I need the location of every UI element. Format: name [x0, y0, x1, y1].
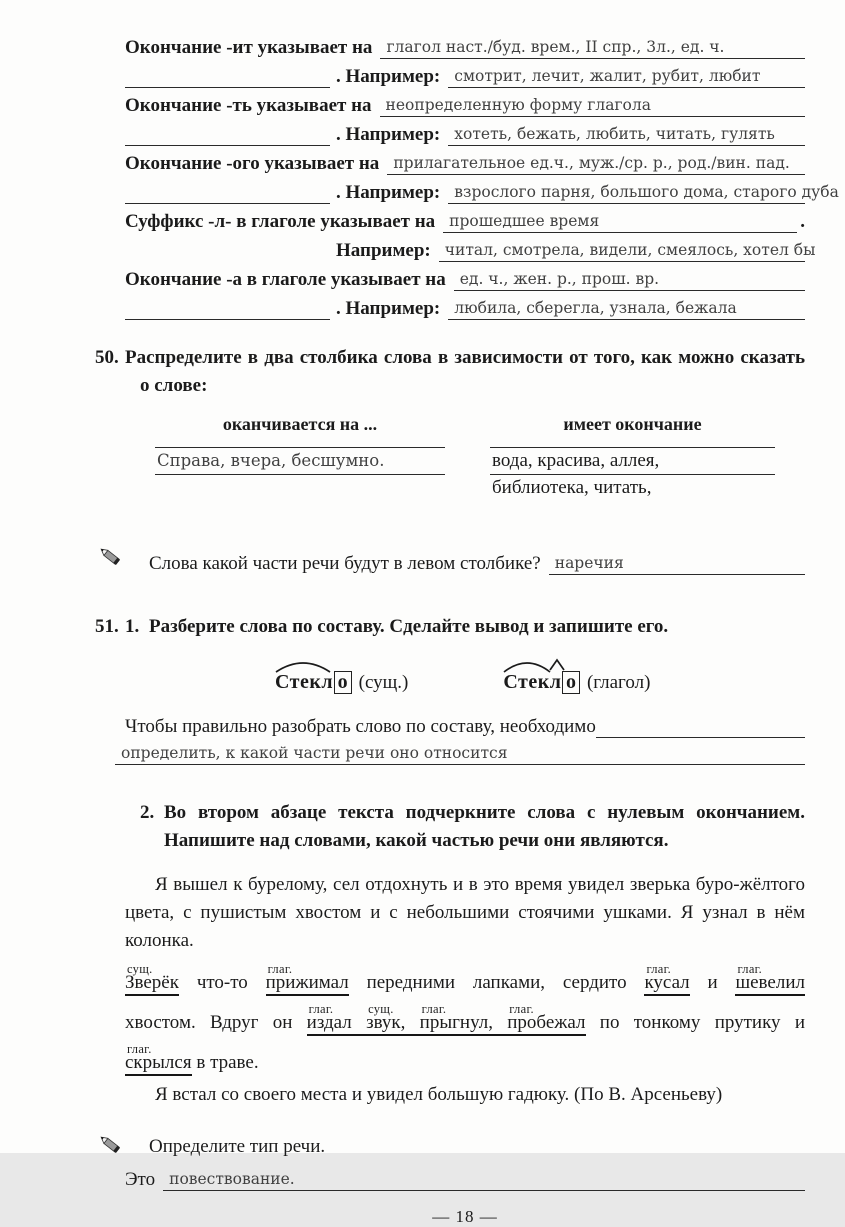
example-label: . Например:: [336, 124, 441, 146]
answer-prefix: Это: [125, 1169, 156, 1190]
task-51-2-line1: Во втором абзаце текста подчеркните слова с нулевым окончанием.: [164, 802, 805, 823]
handwritten-answer: читал, смотрела, видели, смеялось, хотел бы: [444, 241, 816, 259]
question-text: Определите тип речи.: [149, 1136, 326, 1158]
ending-box: о: [334, 671, 352, 694]
conclusion-label: Чтобы правильно разобрать слово по составу, необходимо: [125, 716, 596, 737]
right-column: [490, 447, 775, 501]
fill-in-row: [125, 30, 805, 59]
pencil-icon: [97, 545, 127, 577]
left-column: [155, 447, 445, 501]
underlined-word: [735, 962, 805, 996]
fill-in-row: [125, 175, 839, 204]
right-column-cell: библиотека, читать,: [492, 477, 652, 498]
underlined-word: [265, 962, 349, 996]
pos-annotation: глаг.: [646, 962, 672, 976]
word-diagram-verb: [503, 671, 650, 694]
fill-in-section: [125, 30, 839, 320]
word: шевелил: [735, 972, 805, 993]
handwritten-answer: неопределенную форму глагола: [385, 96, 651, 114]
two-columns: [155, 447, 805, 501]
right-column-cell: вода, красива, аллея,: [492, 450, 660, 471]
text-fragment: передними лапками, сердито: [348, 972, 645, 993]
trailing-period: .: [800, 211, 805, 232]
text-fragment: в траве.: [191, 1052, 259, 1073]
ending-box: о: [562, 671, 580, 694]
task-51-2-line2: Напишите над словами, какой частью речи они являются.: [164, 830, 669, 851]
task-51-heading: [95, 613, 805, 641]
example-label: Например:: [336, 240, 431, 262]
answer-blank: [454, 270, 805, 291]
annotated-paragraph: [125, 955, 805, 1075]
answer-blank: [380, 96, 805, 117]
handwritten-answer: хотеть, бежать, любить, читать, гулять: [454, 125, 775, 143]
word-stem: Стекл: [503, 671, 562, 693]
handwritten-answer: прилагательное ед.ч., муж./ср. р., род./вин. пад.: [393, 154, 790, 172]
rule-label: Окончание -ть указывает на: [125, 95, 372, 117]
pos-annotation: сущ.: [127, 962, 153, 976]
pos-annotation: сущ.: [368, 1002, 394, 1016]
rule-label: Окончание -ого указывает на: [125, 153, 380, 175]
text-fragment: что-то: [178, 972, 266, 993]
part-of-speech-label: (глагол): [586, 672, 651, 693]
example-label: . Например:: [336, 182, 441, 204]
answer-blank: [439, 241, 816, 262]
rule-label: Окончание -а в глаголе указывает на: [125, 269, 446, 291]
answer-blank: [387, 154, 805, 175]
handwritten-answer: глагол наст./буд. врем., II спр., 3л., ед. ч.: [386, 38, 725, 56]
right-column-header: имеет окончание: [563, 414, 702, 434]
text-line: колонка.: [125, 930, 194, 951]
example-label: . Например:: [336, 298, 441, 320]
pencil-icon: [97, 1133, 127, 1165]
root-arc: [273, 660, 333, 673]
left-column-cell: [155, 448, 445, 474]
page-number: — 18 —: [432, 1206, 498, 1226]
type-answer-row: [125, 1169, 805, 1191]
underlined-word: [507, 1002, 586, 1033]
underlined-word: [419, 1002, 493, 1033]
pencil-question-row: [97, 543, 805, 575]
suffix-caret: [549, 659, 565, 671]
question-text: Слова какой части речи будут в левом столбике?: [149, 553, 541, 575]
fill-in-row: [125, 117, 805, 146]
answer-blank: [596, 737, 805, 738]
underlined-word: [306, 1002, 352, 1033]
rule-label: Окончание -ит указывает на: [125, 37, 373, 59]
empty-blank: [125, 290, 330, 320]
text-fragment: хвостом. Вдруг он: [125, 1012, 307, 1033]
fill-in-row: [125, 146, 805, 175]
empty-blank: [125, 116, 330, 146]
left-column-header: оканчивается на ...: [222, 414, 378, 434]
task-51-2-heading: [140, 799, 805, 855]
pos-annotation: глаг.: [421, 1002, 447, 1016]
answer-blank: [380, 38, 805, 59]
text-paragraph-3: Я встал со своего места и увидел большую гадюку. (По В. Арсеньеву): [155, 1084, 723, 1105]
fill-in-row: [125, 233, 816, 262]
handwritten-answer: ед. ч., жен. р., прош. вр.: [459, 270, 660, 288]
word: прыгнул,: [419, 1012, 493, 1033]
spacer: [125, 233, 330, 262]
word: пробежал: [507, 1012, 586, 1033]
text-fragment: по тонкому прутику и: [585, 1012, 806, 1033]
word: звук,: [366, 1012, 406, 1033]
handwritten-answer: повествование.: [169, 1169, 295, 1188]
empty-blank: [125, 58, 330, 88]
handwritten-answer: взрослого парня, большого дома, старого дуба: [454, 183, 839, 201]
text-fragment: и: [689, 972, 736, 993]
pos-annotation: глаг.: [267, 962, 293, 976]
conclusion-row: [125, 708, 805, 738]
task-51-line: Разберите слова по составу. Сделайте вывод и запишите его.: [149, 616, 669, 637]
task-51: [95, 613, 805, 765]
rule-label: Суффикс -л- в глаголе указывает на: [125, 211, 436, 233]
task-50: [95, 344, 805, 501]
task-50-line2: о слове:: [140, 375, 208, 396]
text-line: Я вышел к бурелому, сел отдохнуть и в это время увидел зверька буро-жёлтого: [155, 874, 805, 895]
handwritten-answer: определить, к какой части речи оно относится: [121, 744, 508, 762]
handwritten-answer: любила, сберегла, узнала, бежала: [454, 299, 737, 317]
word-stem: Стекл: [275, 671, 334, 693]
answer-blank: [448, 299, 805, 320]
task-50-heading: [95, 344, 805, 400]
fill-in-row: [125, 59, 805, 88]
pos-annotation: глаг.: [509, 1002, 534, 1016]
fill-in-row: [125, 204, 805, 233]
subtask-number: 2.: [140, 802, 155, 823]
pencil-question-row: [97, 1131, 805, 1163]
underlined-word: [125, 1042, 192, 1076]
answer-blank: [163, 1170, 805, 1191]
root-arc: [501, 660, 553, 673]
answer-blank: [448, 183, 839, 204]
fill-in-row: [125, 291, 805, 320]
word: Зверёк: [125, 972, 179, 993]
conclusion-answer-line: [115, 738, 805, 765]
word: скрылся: [125, 1052, 192, 1073]
text-paragraph-1: [125, 871, 805, 955]
handwritten-answer: прошедшее время: [449, 212, 600, 230]
word: издал: [306, 1012, 352, 1033]
annotated-line: [125, 995, 805, 1035]
fill-in-row: [125, 262, 805, 291]
answer-blank: [549, 554, 805, 575]
column-headers: [155, 414, 805, 435]
underlined-group: [306, 1002, 586, 1036]
word: кусал: [644, 972, 690, 993]
subtask-number: 1.: [125, 616, 140, 637]
space: [352, 1012, 366, 1033]
task-50-line1: Распределите в два столбика слова в зависимости от того, как можно сказать: [125, 347, 805, 368]
ruled-line: [155, 474, 445, 475]
empty-blank: [125, 174, 330, 204]
word-diagrams: [275, 671, 805, 694]
pos-annotation: глаг.: [737, 962, 763, 976]
handwritten-answer: наречия: [554, 554, 624, 572]
pos-annotation: глаг.: [308, 1002, 334, 1016]
handwritten-answer: смотрит, лечит, жалит, рубит, любит: [454, 67, 761, 85]
annotated-line: [125, 1035, 805, 1075]
parsed-word: [503, 671, 580, 694]
word: прижимал: [265, 972, 349, 993]
space: [493, 1012, 507, 1033]
handwritten-answer: Справа, вчера, бесшумно.: [157, 450, 385, 470]
task-51-2: [125, 799, 805, 1109]
task-number: 51.: [95, 616, 119, 637]
parsed-word: [275, 671, 352, 694]
underlined-word: [366, 1002, 406, 1033]
fill-in-row: [125, 88, 805, 117]
text-line: цвета, с пушистым хвостом и с небольшими стоячими ушками. Я узнал в нём: [125, 902, 805, 923]
part-of-speech-label: (сущ.): [358, 672, 409, 693]
example-label: . Например:: [336, 66, 441, 88]
underlined-word: [125, 962, 179, 996]
answer-blank: [448, 67, 805, 88]
word-diagram-noun: [275, 671, 408, 694]
task-number: 50.: [95, 347, 119, 368]
space: [405, 1012, 419, 1033]
underlined-word: [644, 962, 690, 996]
annotated-line: [125, 955, 805, 995]
answer-blank: [443, 212, 797, 233]
answer-blank: [448, 125, 805, 146]
pos-annotation: глаг.: [127, 1042, 152, 1056]
